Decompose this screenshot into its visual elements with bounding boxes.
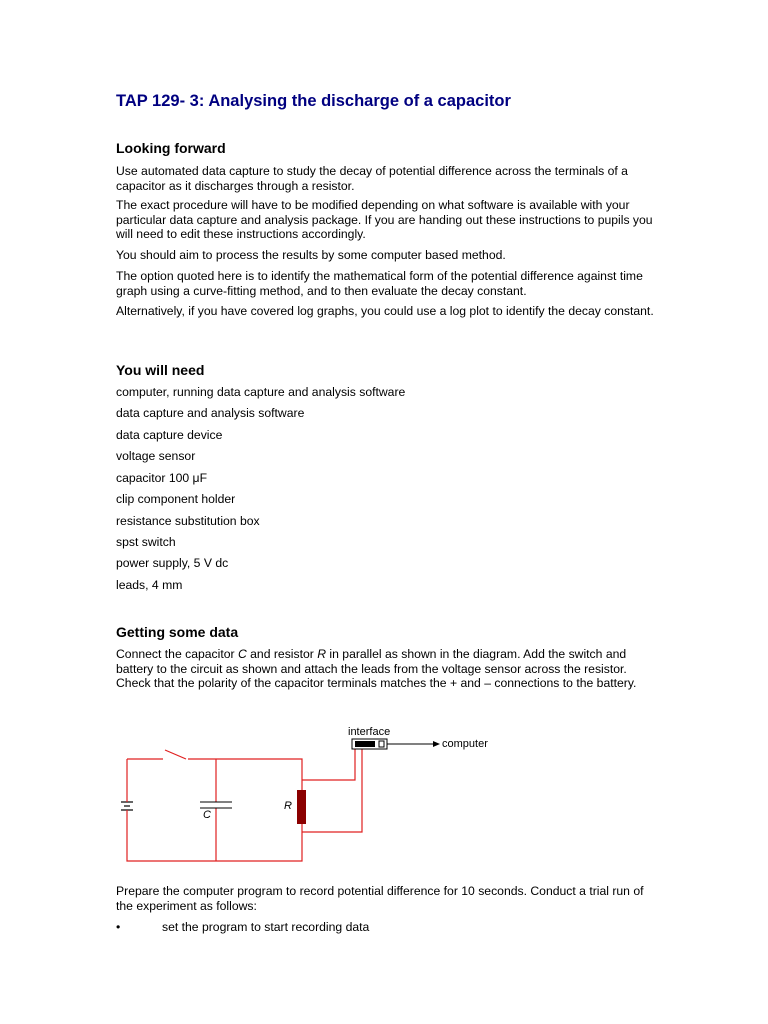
arrow-head-icon: [433, 741, 440, 747]
equipment-item: capacitor 100 μF: [116, 471, 208, 485]
getting-data-heading: Getting some data: [116, 624, 239, 640]
looking-forward-paragraph-2: The exact procedure will have to be modified depending on what software is available with your particular data capture and analysis package. If you are handing out these instructions to pupils you will need to edit these instructions accordingly.: [116, 198, 653, 242]
equipment-item: data capture device: [116, 428, 223, 442]
resistor-icon: [297, 790, 306, 824]
battery-icon: [121, 798, 133, 814]
bullet-list-item: [116, 920, 369, 934]
page-title: TAP 129- 3: Analysing the discharge of a capacitor: [116, 92, 511, 110]
equipment-item: power supply, 5 V dc: [116, 556, 229, 570]
looking-forward-paragraph-4: The option quoted here is to identify the mathematical form of the potential difference against time graph using a curve-fitting method, and to then evaluate the decay constant.: [116, 269, 643, 298]
looking-forward-paragraph-1: Use automated data capture to study the decay of potential difference across the terminals of a capacitor as it discharges through a resistor.: [116, 164, 628, 193]
circuit-wires: [127, 749, 362, 861]
getting-data-intro: Connect the capacitor C and resistor R in parallel as shown in the diagram. Add the switch and battery to the circuit as shown and attach the leads from the voltage sensor across the resistor. Check that the polarity of the capacitor terminals matches the + and – connections to the battery.: [116, 647, 637, 691]
looking-forward-paragraph-3: You should aim to process the results by some computer based method.: [116, 248, 506, 262]
switch-icon: [165, 750, 186, 759]
capacitor-label: C: [203, 809, 211, 821]
interface-label: interface: [348, 726, 391, 738]
after-diagram-paragraph: Prepare the computer program to record potential difference for 10 seconds. Conduct a trial run of the experiment as follows:: [116, 884, 644, 913]
capacitor-icon: [200, 802, 232, 808]
circuit-diagram: [0, 720, 768, 870]
bullet-text: set the program to start recording data: [162, 920, 370, 934]
looking-forward-heading: Looking forward: [116, 140, 226, 156]
equipment-item: resistance substitution box: [116, 514, 260, 528]
interface-device-icon: [352, 739, 387, 749]
you-will-need-heading: You will need: [116, 362, 205, 378]
equipment-item: computer, running data capture and analysis software: [116, 385, 406, 399]
equipment-item: voltage sensor: [116, 449, 196, 463]
equipment-item: leads, 4 mm: [116, 578, 183, 592]
looking-forward-paragraph-5: Alternatively, if you have covered log graphs, you could use a log plot to identify the decay constant.: [116, 304, 654, 318]
bullet-icon: •: [116, 920, 121, 934]
computer-label: computer: [442, 738, 488, 750]
equipment-item: data capture and analysis software: [116, 406, 305, 420]
resistor-label: R: [284, 800, 292, 812]
equipment-item: spst switch: [116, 535, 176, 549]
equipment-item: clip component holder: [116, 492, 236, 506]
